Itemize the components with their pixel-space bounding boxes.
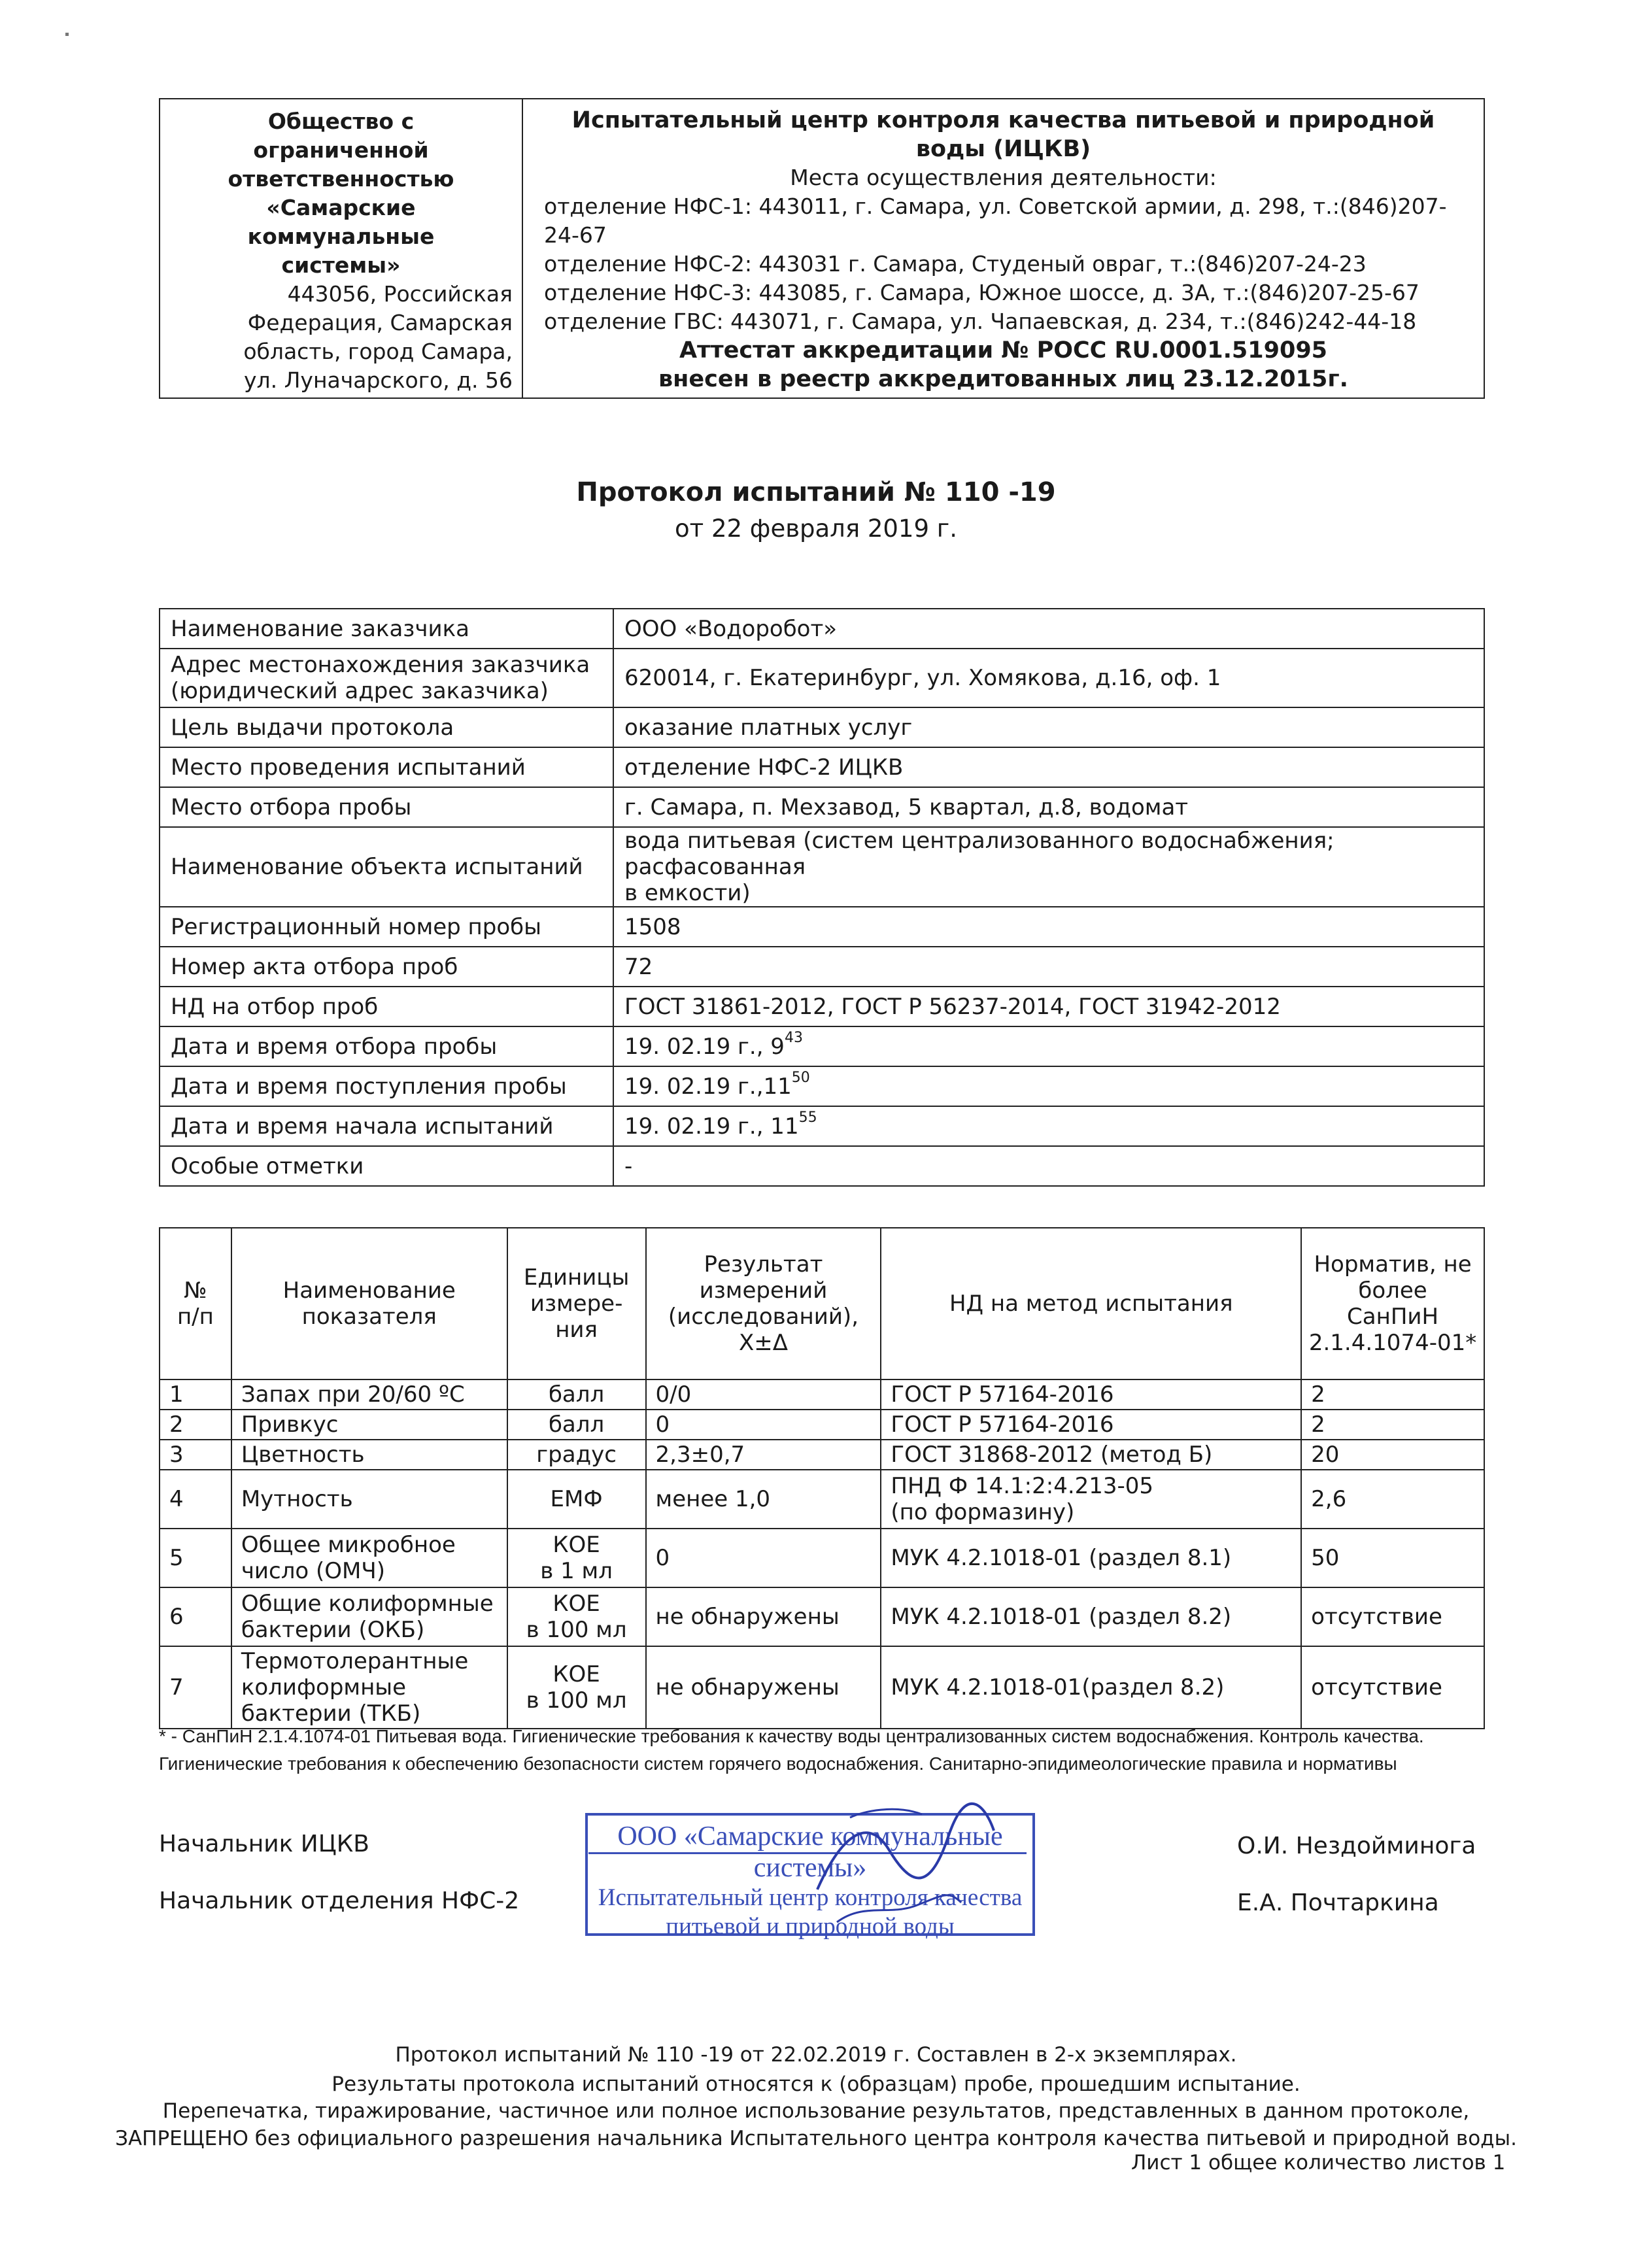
header-box	[159, 98, 1485, 399]
cell-name: Мутность	[231, 1470, 507, 1529]
info-row	[160, 787, 1484, 827]
cell-result: не обнаружены	[646, 1646, 881, 1729]
cell-method: ГОСТ Р 57164-2016	[881, 1410, 1301, 1440]
info-value: отделение НФС-2 ИЦКВ	[613, 747, 1484, 787]
cell-num: 7	[160, 1646, 231, 1729]
cell-result: менее 1,0	[646, 1470, 881, 1529]
scan-speck	[65, 33, 69, 36]
info-label: Адрес местонахождения заказчика (юридический адрес заказчика)	[160, 649, 613, 707]
info-label: Цель выдачи протокола	[160, 707, 613, 747]
results-header-row	[160, 1228, 1484, 1379]
cell-method: МУК 4.2.1018-01 (раздел 8.1)	[881, 1529, 1301, 1587]
cell-method: ГОСТ Р 57164-2016	[881, 1379, 1301, 1410]
places-heading: Места осуществления деятельности:	[790, 165, 1217, 190]
cell-result: не обнаружены	[646, 1587, 881, 1646]
cell-norm: 2	[1301, 1410, 1484, 1440]
results-table	[159, 1227, 1485, 1729]
cell-result: 2,3±0,7	[646, 1440, 881, 1470]
table-row	[160, 1529, 1484, 1587]
info-label: Место проведения испытаний	[160, 747, 613, 787]
info-row	[160, 987, 1484, 1026]
cell-norm: отсутствие	[1301, 1646, 1484, 1729]
col-header-units: Единицы измере- ния	[507, 1228, 646, 1379]
info-label: Дата и время начала испытаний	[160, 1106, 613, 1146]
cell-num: 1	[160, 1379, 231, 1410]
info-value: -	[613, 1146, 1484, 1186]
cell-method: МУК 4.2.1018-01 (раздел 8.2)	[881, 1587, 1301, 1646]
cell-norm: отсутствие	[1301, 1587, 1484, 1646]
organization-cell	[160, 99, 522, 398]
info-value: г. Самара, п. Мехзавод, 5 квартал, д.8, водомат	[613, 787, 1484, 827]
organization-name: Общество с ограниченной ответственностью «Самарские коммунальные системы»	[228, 109, 454, 278]
cell-method: МУК 4.2.1018-01(раздел 8.2)	[881, 1646, 1301, 1729]
table-row	[160, 1470, 1484, 1529]
info-value: вода питьевая (систем централизованного водоснабжения; расфасованная в емкости)	[613, 827, 1484, 907]
cell-unit: градус	[507, 1440, 646, 1470]
organization-stamp: ООО «Самарские коммунальные системы» Испытательный центр контроля качества питьевой и природной воды	[585, 1813, 1035, 1936]
col-header-name: Наименование показателя	[231, 1228, 507, 1379]
cell-norm: 20	[1301, 1440, 1484, 1470]
protocol-date: от 22 февраля 2019 г.	[675, 515, 957, 543]
cell-num: 3	[160, 1440, 231, 1470]
col-header-norm: Норматив, не более СанПиН 2.1.4.1074-01*	[1301, 1228, 1484, 1379]
footer-line: Протокол испытаний № 110 -19 от 22.02.2019 г. Составлен в 2-х экземплярах.	[395, 2043, 1237, 2067]
signature-dept-title: Начальник отделения НФС-2	[159, 1887, 520, 1914]
footer-line: ЗАПРЕЩЕНО без официального разрешения начальника Испытательного центра контроля качества питьевой и природной воды.	[115, 2127, 1517, 2150]
info-row	[160, 1066, 1484, 1106]
cell-method: ГОСТ 31868-2012 (метод Б)	[881, 1440, 1301, 1470]
sample-info-table	[159, 608, 1485, 1187]
cell-name: Термотолерантные колиформные бактерии (ТКБ)	[231, 1646, 507, 1729]
info-label: НД на отбор проб	[160, 987, 613, 1026]
info-value: 19. 02.19 г., $9^{43}$	[613, 1026, 1484, 1066]
department-line: отделение НФС-1: 443011, г. Самара, ул. Советской армии, д. 298, т.:(846)207-24-67	[544, 194, 1447, 248]
info-label: Особые отметки	[160, 1146, 613, 1186]
info-row	[160, 1026, 1484, 1066]
signature-dept-name: Е.А. Почтаркина	[1237, 1889, 1439, 1916]
table-row	[160, 1379, 1484, 1410]
info-value: 1508	[613, 907, 1484, 947]
footer-line: Результаты протокола испытаний относятся к (образцам) пробе, прошедшим испытание.	[332, 2073, 1300, 2096]
cell-unit: балл	[507, 1410, 646, 1440]
signature-head-title: Начальник ИЦКВ	[159, 1831, 369, 1857]
cell-norm: 2,6	[1301, 1470, 1484, 1529]
info-label: Дата и время поступления пробы	[160, 1066, 613, 1106]
cell-name: Привкус	[231, 1410, 507, 1440]
cell-name: Цветность	[231, 1440, 507, 1470]
department-line: отделение ГВС: 443071, г. Самара, ул. Чапаевская, д. 234, т.:(846)242-44-18	[544, 309, 1417, 334]
info-value: 620014, г. Екатеринбург, ул. Хомякова, д.16, оф. 1	[613, 649, 1484, 707]
info-row	[160, 747, 1484, 787]
table-row	[160, 1440, 1484, 1470]
handwritten-signature	[791, 1791, 1007, 1942]
table-row	[160, 1587, 1484, 1646]
info-value: 19. 02.19 г.,11$^{50}$	[613, 1066, 1484, 1106]
cell-method: ПНД Ф 14.1:2:4.213-05 (по формазину)	[881, 1470, 1301, 1529]
info-row	[160, 1146, 1484, 1186]
department-line: отделение НФС-3: 443085, г. Самара, Южное шоссе, д. 3А, т.:(846)207-25-67	[544, 280, 1420, 305]
cell-name: Общие колиформные бактерии (ОКБ)	[231, 1587, 507, 1646]
info-label: Наименование заказчика	[160, 609, 613, 649]
cell-num: 4	[160, 1470, 231, 1529]
info-row	[160, 609, 1484, 649]
organization-address: 443056, Российская Федерация, Самарская область, город Самара, ул. Луначарского, д. 56	[243, 281, 513, 393]
cell-num: 5	[160, 1529, 231, 1587]
info-row	[160, 1106, 1484, 1146]
col-header-method: НД на метод испытания	[881, 1228, 1301, 1379]
cell-result: 0	[646, 1529, 881, 1587]
accreditation: Аттестат аккредитации № РОСС RU.0001.519095 внесен в реестр аккредитованных лиц 23.12.2015г.	[658, 337, 1348, 392]
footnote: * - СанПиН 2.1.4.1074-01 Питьевая вода. Гигиенические требования к качеству воды централизованных систем водоснабжения. Контроль качества. Гигиенические требования к обеспечению безопасности систем горячего водоснабжения. Санитарно-эпидимеологические правила и нормативы	[159, 1726, 1424, 1774]
table-row	[160, 1410, 1484, 1440]
cell-norm: 2	[1301, 1379, 1484, 1410]
info-value: оказание платных услуг	[613, 707, 1484, 747]
info-label: Наименование объекта испытаний	[160, 827, 613, 907]
info-label: Номер акта отбора проб	[160, 947, 613, 987]
col-header-result: Результат измерений (исследований), X±Δ	[646, 1228, 881, 1379]
department-line: отделение НФС-2: 443031 г. Самара, Студеный овраг, т.:(846)207-24-23	[544, 251, 1367, 277]
info-row	[160, 649, 1484, 707]
cell-norm: 50	[1301, 1529, 1484, 1587]
testing-center-cell	[522, 99, 1484, 398]
col-header-num: № п/п	[160, 1228, 231, 1379]
info-value: 72	[613, 947, 1484, 987]
info-label: Регистрационный номер пробы	[160, 907, 613, 947]
footer-line: Перепечатка, тиражирование, частичное или полное использование результатов, представленных в данном протоколе,	[162, 2099, 1470, 2123]
cell-name: Общее микробное число (ОМЧ)	[231, 1529, 507, 1587]
info-row	[160, 947, 1484, 987]
cell-result: 0	[646, 1410, 881, 1440]
testing-center-title: Испытательный центр контроля качества питьевой и природной воды (ИЦКВ)	[571, 107, 1435, 162]
signature-head-name: О.И. Нездойминога	[1237, 1833, 1476, 1859]
department-list	[532, 192, 1474, 336]
info-row	[160, 827, 1484, 907]
cell-unit: КОЕ в 100 мл	[507, 1587, 646, 1646]
table-row	[160, 1646, 1484, 1729]
sheet-counter: Лист 1 общее количество листов 1	[1131, 2151, 1506, 2175]
cell-result: 0/0	[646, 1379, 881, 1410]
cell-unit: балл	[507, 1379, 646, 1410]
info-value: ООО «Водоробот»	[613, 609, 1484, 649]
info-row	[160, 907, 1484, 947]
info-value: ГОСТ 31861-2012, ГОСТ Р 56237-2014, ГОСТ 31942-2012	[613, 987, 1484, 1026]
info-label: Дата и время отбора пробы	[160, 1026, 613, 1066]
cell-unit: КОЕ в 100 мл	[507, 1646, 646, 1729]
cell-unit: КОЕ в 1 мл	[507, 1529, 646, 1587]
cell-name: Запах при 20/60 ºС	[231, 1379, 507, 1410]
cell-num: 2	[160, 1410, 231, 1440]
cell-unit: ЕМФ	[507, 1470, 646, 1529]
info-value: 19. 02.19 г., $11^{55}$	[613, 1106, 1484, 1146]
info-row	[160, 707, 1484, 747]
protocol-title: Протокол испытаний № 110 -19	[576, 477, 1056, 507]
info-label: Место отбора пробы	[160, 787, 613, 827]
cell-num: 6	[160, 1587, 231, 1646]
